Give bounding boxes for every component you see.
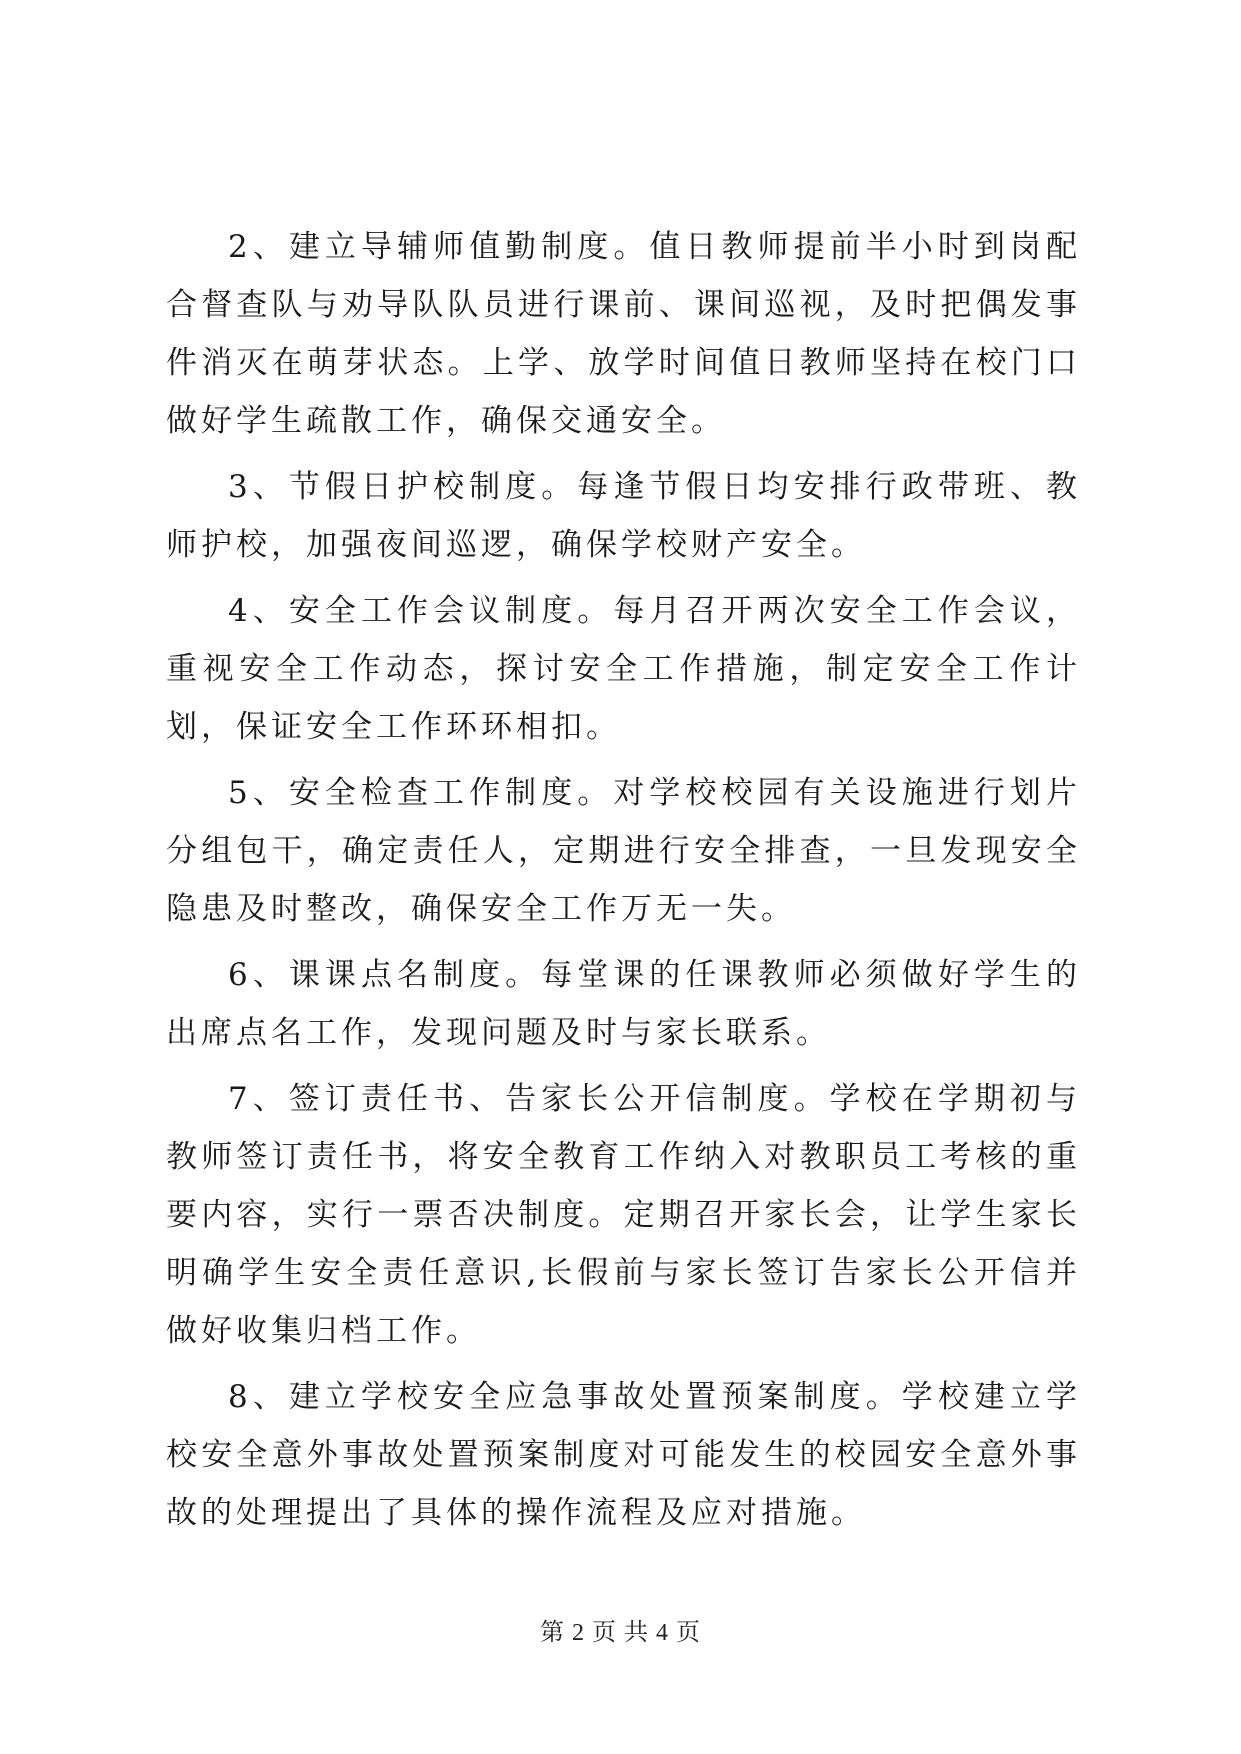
- paragraph-5: 5、安全检查工作制度。对学校校园有关设施进行划片分组包干，确定责任人，定期进行安全排查，一旦发现安全隐患及时整改，确保安全工作万无一失。: [166, 775, 1081, 927]
- paragraph-6: 6、课课点名制度。每堂课的任课教师必须做好学生的出席点名工作，发现问题及时与家长联系。: [166, 957, 1081, 1051]
- document-body: [166, 218, 1081, 1550]
- paragraph-7: 7、签订责任书、告家长公开信制度。学校在学期初与教师签订责任书，将安全教育工作纳入对教职员工考核的重要内容，实行一票否决制度。定期召开家长会，让学生家长明确学生安全责任意识,长假前与家长签订告家长公开信并做好收集归档工作。: [166, 1081, 1081, 1349]
- paragraph-8: 8、建立学校安全应急事故处置预案制度。学校建立学校安全意外事故处置预案制度对可能发生的校园安全意外事故的处理提出了具体的操作流程及应对措施。: [166, 1379, 1081, 1531]
- page-footer: 第 2 页 共 4 页: [540, 1620, 701, 1646]
- paragraph-3: 3、节假日护校制度。每逢节假日均安排行政带班、教师护校，加强夜间巡逻，确保学校财产安全。: [166, 469, 1081, 563]
- paragraph-2: 2、建立导辅师值勤制度。值日教师提前半小时到岗配合督查队与劝导队队员进行课前、课间巡视，及时把偶发事件消灭在萌芽状态。上学、放学时间值日教师坚持在校门口做好学生疏散工作，确保交通安全。: [166, 229, 1081, 439]
- paragraph-4: 4、安全工作会议制度。每月召开两次安全工作会议，重视安全工作动态，探讨安全工作措施，制定安全工作计划，保证安全工作环环相扣。: [166, 593, 1081, 745]
